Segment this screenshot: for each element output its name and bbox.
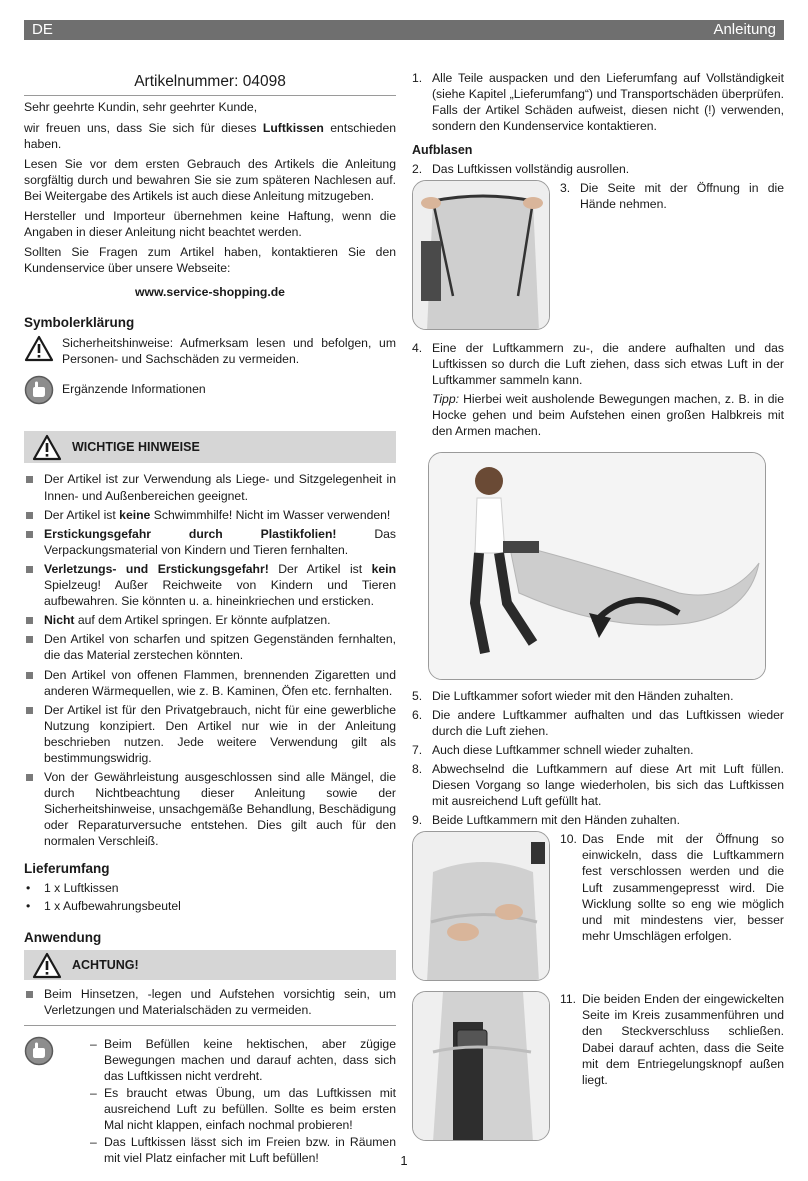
illustration-hold-opening	[412, 180, 550, 330]
read-instructions-paragraph: Lesen Sie vor dem ersten Gebrauch des Artikels die Anleitung sorgfältig durch und bewahren Sie sie zum späteren Nachlesen auf. Bei Weitergabe des Artikels ist auch diese Anleitung mitzugeben.	[24, 156, 396, 203]
list-item: – Es braucht etwas Übung, um das Luftkissen mit ausreichend Luft zu befüllen. Sollte es beim ersten Mal nicht klappen, einfach nochmal probieren!	[90, 1085, 396, 1133]
warning-triangle-icon	[24, 335, 54, 362]
important-hints-bar	[24, 431, 396, 463]
list-item: Der Artikel ist keine Schwimmhilfe! Nicht im Wasser verwenden!	[24, 507, 396, 523]
right-column	[412, 70, 784, 1151]
liability-paragraph: Hersteller und Importeur übernehmen keine Haftung, wenn die Angaben in dieser Anleitung nicht beachtet werden.	[24, 209, 396, 240]
step-1: 1. Alle Teile auspacken und den Lieferumfang auf Vollständigkeit (siehe Kapitel „Lieferumfang“) und Transportschäden überprüfen. Falls der Artikel Schäden aufweist, diesen nicht (!) verwenden, sondern den Kundenservice kontaktieren.	[412, 71, 784, 134]
list-item: • 1 x Luftkissen	[24, 880, 396, 896]
step-9: 9. Beide Luftkammern mit den Händen zuhalten.	[412, 813, 680, 828]
warning-triangle-icon	[32, 434, 62, 461]
article-number: Artikelnummer: 04098	[24, 60, 396, 96]
symbol-info-row	[24, 375, 396, 405]
header-title: Anleitung	[713, 21, 776, 39]
illustration-roll-end	[412, 831, 550, 981]
list-item: Der Artikel ist zur Verwendung als Liege- und Sitzgelegenheit in Innen- und Außenbereichen geeignet.	[24, 471, 396, 503]
symbol-warning-row	[24, 335, 396, 367]
step-10-row	[412, 831, 784, 981]
list-item: • 1 x Aufbewahrungsbeutel	[24, 898, 396, 914]
step-11-row	[412, 991, 784, 1141]
symbol-info-text: Ergänzende Informationen	[62, 382, 206, 397]
important-hints-list	[24, 471, 396, 849]
tips-list	[70, 1036, 396, 1168]
step-8: 8. Abwechselnd die Luftkammern auf diese Art mit Luft füllen. Diesen Vorgang so lange wiederholen, bis sich das Luftkissen mit ausreichend Luft gefüllt hat.	[412, 761, 784, 809]
list-item: Verletzungs- und Erstickungsgefahr! Der Artikel ist kein Spielzeug! Außer Reichweite von Kindern und Tieren aufbewahren. Sie könnten u. a. hineinkriechen und ersticken.	[24, 561, 396, 609]
list-item: – Beim Befüllen keine hektischen, aber zügige Bewegungen machen und darauf achten, dass sich das Luftkissen nicht verdreht.	[90, 1036, 396, 1084]
list-item: Erstickungsgefahr durch Plastikfolien! Das Verpackungsmaterial von Kindern und Tieren fernhalten.	[24, 526, 396, 558]
list-item: Beim Hinsetzen, -legen und Aufstehen vorsichtig sein, um Verletzungen und Materialschäden zu vermeiden.	[24, 986, 396, 1018]
step-7: 7. Auch diese Luftkammer schnell wieder zuhalten.	[412, 742, 694, 757]
step-4: 4. Eine der Luftkammern zu-, die andere aufhalten und das Luftkissen so durch die Luft ziehen, dass sich etwas Luft in der Luftkammer sammeln kann.	[412, 340, 784, 388]
step-3: 3. Die Seite mit der Öffnung in die Hände nehmen.	[560, 180, 784, 212]
step-2: 2. Das Luftkissen vollständig ausrollen.	[412, 161, 630, 176]
info-hand-icon	[24, 1036, 54, 1066]
important-hints-title: WICHTIGE HINWEISE	[72, 440, 200, 455]
list-item: Nicht auf dem Artikel springen. Er könnte aufplatzen.	[24, 612, 396, 628]
page-number: 1	[400, 1153, 408, 1168]
contact-paragraph: Sollten Sie Fragen zum Artikel haben, kontaktieren Sie den Kundenservice über unsere Webseite:	[24, 245, 396, 276]
inflate-heading: Aufblasen	[412, 143, 473, 158]
list-item: Von der Gewährleistung ausgeschlossen sind alle Mängel, die durch Nichtbeachtung dieser Anleitung sowie der Sicherheitshinweise, unsachgemäße Behandlung, Beschädigung oder Reparaturversuche entstehen. Dies gilt auch für den normalen Verschleiß.	[24, 769, 396, 849]
language-code: DE	[32, 21, 53, 39]
usage-heading: Anwendung	[24, 929, 102, 945]
list-item: Den Artikel von offenen Flammen, brennenden Zigaretten und anderen Wärmequellen, wie z. B. Kaminen, Öfen etc. fernhalten.	[24, 667, 396, 699]
tip-paragraph: Tipp: Hierbei weit ausholende Bewegungen machen, z. B. in die Hocke gehen und beim Aufstehen einen großen Halbkreis mit den Armen machen.	[432, 392, 784, 439]
caution-title: ACHTUNG!	[72, 958, 139, 973]
intro-paragraph: wir freuen uns, dass Sie sich für dieses Luftkissen entschieden haben.	[24, 120, 396, 151]
step-6: 6. Die andere Luftkammer aufhalten und das Luftkissen wieder durch die Luft ziehen.	[412, 707, 784, 738]
tips-block	[24, 1036, 396, 1168]
left-column	[24, 60, 396, 1167]
caution-list	[24, 986, 396, 1018]
info-hand-icon	[24, 375, 54, 405]
caution-bar	[24, 950, 396, 980]
step-10: 10. Das Ende mit der Öffnung so einwickeln, dass die Luftkammern fest verschlossen werden und die Luft zusammengepresst wird. Die Wicklung sollte so eng wie möglich und mit mindestens vier, besser mehr Umschlägen erfolgen.	[560, 832, 784, 943]
scope-heading: Lieferumfang	[24, 860, 110, 876]
symbols-heading: Symbolerklärung	[24, 315, 135, 331]
warning-triangle-icon	[32, 952, 62, 979]
greeting: Sehr geehrte Kundin, sehr geehrter Kunde,	[24, 100, 258, 115]
step-3-row	[412, 180, 784, 330]
step-11: 11. Die beiden Enden der eingewickelten Seite im Kreis zusammenführen und den Steckverschluss schließen. Dabei darauf achten, dass die Seite mit dem Entriegelungsknopf außen liegt.	[560, 992, 784, 1087]
illustration-buckle-closure	[412, 991, 550, 1141]
header-bar	[24, 20, 784, 40]
symbol-warning-text: Sicherheitshinweise: Aufmerksam lesen und befolgen, um Personen- und Sachschäden zu vermeiden.	[62, 336, 396, 367]
list-item: – Das Luftkissen lässt sich im Freien bzw. in Räumen mit viel Platz einfacher mit Luft befüllen!	[90, 1134, 396, 1166]
step-5: 5. Die Luftkammer sofort wieder mit den Händen zuhalten.	[412, 688, 734, 703]
list-item: Der Artikel ist für den Privatgebrauch, nicht für eine gewerbliche Nutzung konzipiert. Den Artikel nur wie in der Anleitung beschrieben nutzen. Jede weitere Verwendung gilt als bestimmungswidrig.	[24, 702, 396, 766]
website-link[interactable]: www.service-shopping.de	[135, 285, 285, 300]
list-item: Den Artikel von scharfen und spitzen Gegenständen fernhalten, die das Material zerstechen könnten.	[24, 631, 396, 663]
scope-list	[24, 880, 396, 914]
divider	[24, 1025, 396, 1026]
illustration-pull-through-air	[428, 452, 766, 680]
